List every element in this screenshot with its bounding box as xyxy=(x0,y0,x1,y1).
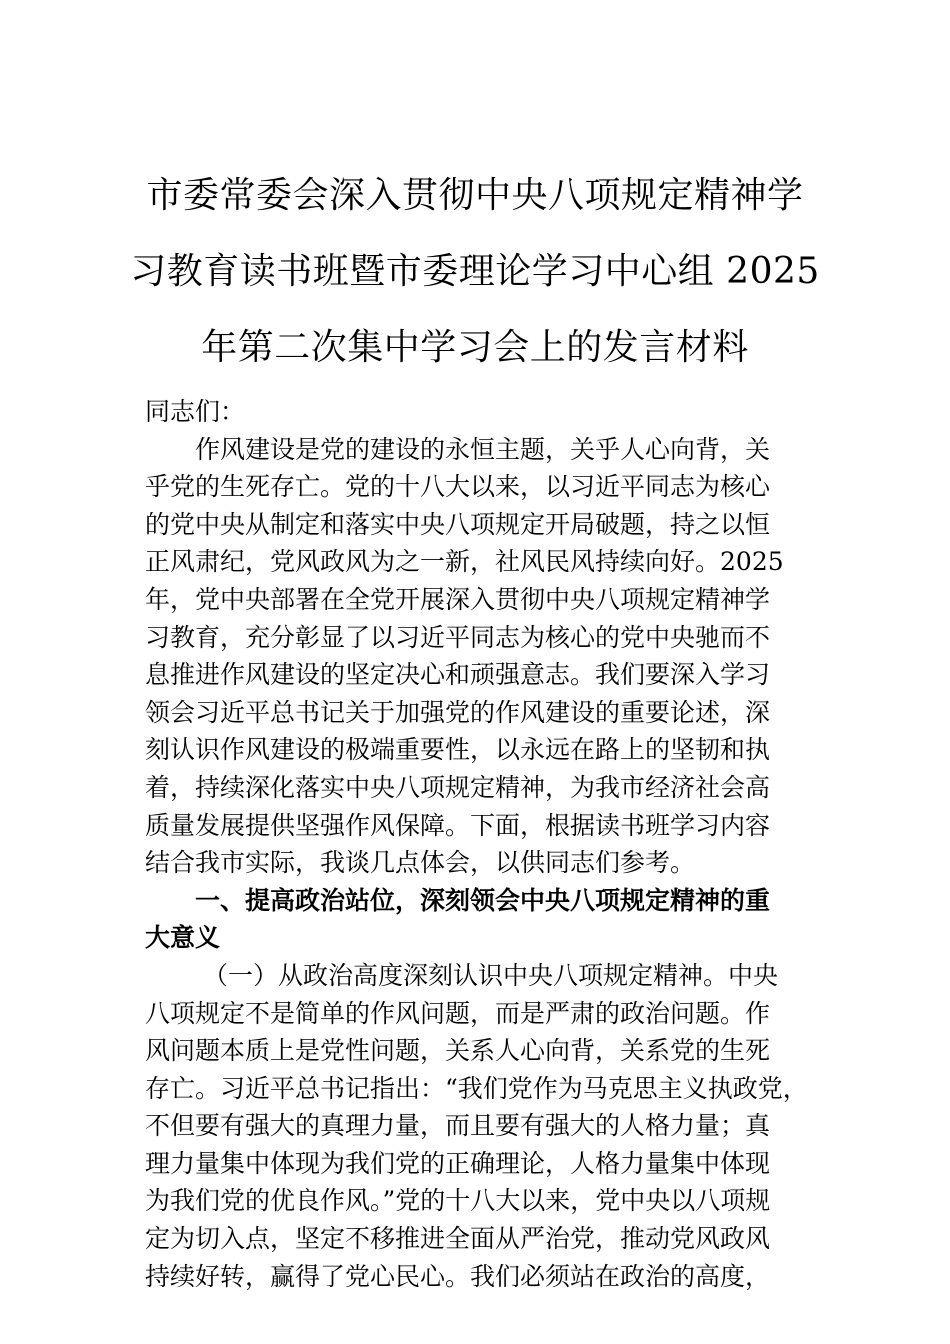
paragraph-line: 的党中央从制定和落实中央八项规定开局破题，持之以恒 xyxy=(145,509,771,539)
subsection-1 xyxy=(145,957,835,1295)
paragraph-line: （一）从政治高度深刻认识中央八项规定精神。中央 xyxy=(203,960,779,990)
paragraph-line: 理力量集中体现为我们党的正确理论，人格力量集中体现 xyxy=(145,1148,771,1178)
paragraph-intro xyxy=(145,431,835,882)
paragraph-line: 正风肃纪，党风政风为之一新，社风民风持续向好。2025 xyxy=(145,547,784,577)
title-line-3: 年第二次集中学习会上的发言材料 xyxy=(201,327,749,368)
paragraph-line: 风问题本质上是党性问题，关系人心向背，关系党的生死 xyxy=(145,1036,771,1066)
paragraph-line: 八项规定不是简单的作风问题，而是严肃的政治问题。作 xyxy=(145,998,771,1028)
document-title xyxy=(120,158,830,386)
paragraph-line: 持续好转，赢得了党心民心。我们必须站在政治的高度， xyxy=(145,1261,771,1291)
paragraph-line: 存亡。习近平总书记指出：“我们党作为马克思主义执政党， xyxy=(145,1073,808,1103)
title-line-2: 习教育读书班暨市委理论学习中心组 2025 xyxy=(130,251,820,292)
paragraph-line: 习教育，充分彰显了以习近平同志为核心的党中央驰而不 xyxy=(145,622,771,652)
heading-line: 大意义 xyxy=(145,923,221,953)
paragraph-line: 不但要有强大的真理力量，而且要有强大的人格力量；真 xyxy=(145,1111,771,1141)
paragraph-line: 息推进作风建设的坚定决心和顽强意志。我们要深入学习 xyxy=(145,660,771,690)
salutation: 同志们： xyxy=(145,397,246,426)
paragraph-line: 质量发展提供坚强作风保障。下面，根据读书班学习内容 xyxy=(145,810,771,840)
paragraph-line: 领会习近平总书记关于加强党的作风建设的重要论述，深 xyxy=(145,697,771,727)
paragraph-line: 年，党中央部署在全党开展深入贯彻中央八项规定精神学 xyxy=(145,584,771,614)
paragraph-line: 作风建设是党的建设的永恒主题，关乎人心向背，关 xyxy=(195,434,771,464)
paragraph-line: 定为切入点，坚定不移推进全面从严治党，推动党风政风 xyxy=(145,1224,771,1254)
paragraph-line: 乎党的生死存亡。党的十八大以来，以习近平同志为核心 xyxy=(145,472,771,502)
section-heading-1 xyxy=(145,882,835,957)
document-body xyxy=(145,393,835,1295)
paragraph-line: 刻认识作风建设的极端重要性，以永远在路上的坚韧和执 xyxy=(145,735,771,765)
title-line-1: 市委常委会深入贯彻中央八项规定精神学 xyxy=(146,175,804,216)
heading-line: 一、提高政治站位，深刻领会中央八项规定精神的重 xyxy=(195,885,771,915)
paragraph-line: 结合我市实际，我谈几点体会，以供同志们参考。 xyxy=(145,848,696,878)
paragraph-line: 为我们党的优良作风。”党的十八大以来，党中央以八项规 xyxy=(145,1186,771,1216)
paragraph-line: 着，持续深化落实中央八项规定精神，为我市经济社会高 xyxy=(145,772,771,802)
